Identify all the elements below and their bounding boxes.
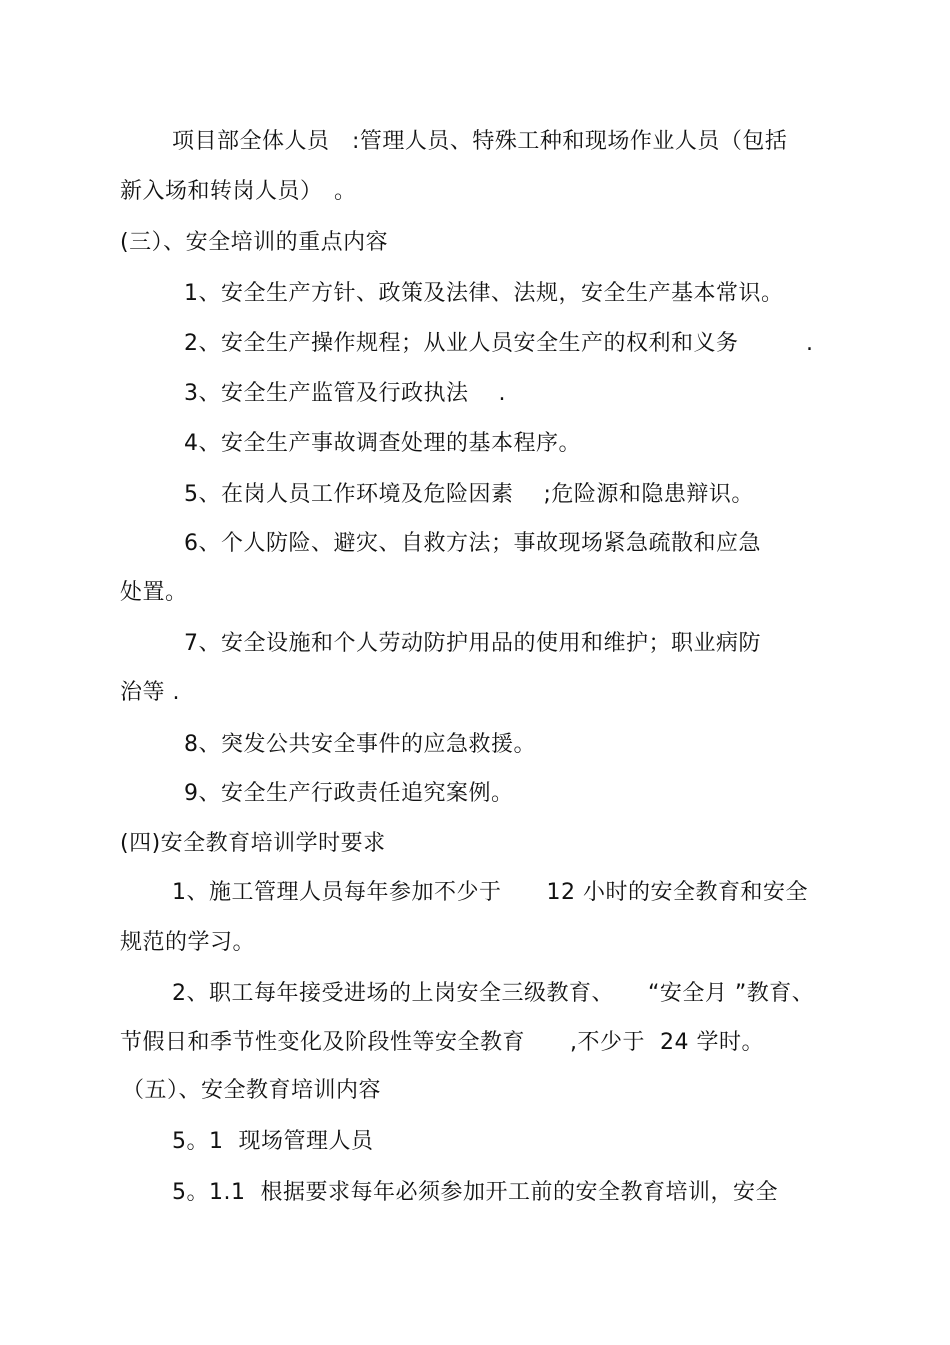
paragraph-line: 新入场和转岗人员） 。 <box>120 179 357 204</box>
list-item: 2、安全生产操作规程；从业人员安全生产的权利和义务 . <box>184 331 814 356</box>
list-item-continuation: 节假日和季节性变化及阶段性等安全教育 ,不少于 24 学时。 <box>120 1030 764 1055</box>
section-heading: (三）、安全培训的重点内容 <box>120 230 389 255</box>
list-item: 4、安全生产事故调查处理的基本程序。 <box>184 431 581 456</box>
list-item-continuation: 规范的学习。 <box>120 930 256 955</box>
paragraph-line: 项目部全体人员 :管理人员、特殊工种和现场作业人员（包括 <box>172 129 788 154</box>
subsection-heading: 5。1 现场管理人员 <box>172 1129 374 1154</box>
list-item: 2、职工每年接受进场的上岗安全三级教育、 “安全月 ”教育、 <box>172 981 815 1006</box>
list-item: 1、施工管理人员每年参加不少于 12 小时的安全教育和安全 <box>172 880 808 905</box>
list-item: 7、安全设施和个人劳动防护用品的使用和维护；职业病防 <box>184 631 761 656</box>
list-item: 3、安全生产监管及行政执法 . <box>184 381 506 406</box>
list-item: 8、突发公共安全事件的应急救援。 <box>184 732 536 757</box>
list-item-continuation: 处置。 <box>120 580 188 605</box>
list-item: 9、安全生产行政责任追究案例。 <box>184 781 514 806</box>
list-item: 5、在岗人员工作环境及危险因素 ;危险源和隐患辩识。 <box>184 482 754 507</box>
list-item: 1、安全生产方针、政策及法律、法规，安全生产基本常识。 <box>184 281 784 306</box>
section-heading: （五）、安全教育培训内容 <box>122 1078 382 1103</box>
list-item-continuation: 治等 . <box>120 680 180 705</box>
section-heading: (四)安全教育培训学时要求 <box>120 831 386 856</box>
list-item: 6、个人防险、避灾、自救方法；事故现场紧急疏散和应急 <box>184 531 761 556</box>
paragraph-line: 5。1.1 根据要求每年必须参加开工前的安全教育培训，安全 <box>172 1180 778 1205</box>
